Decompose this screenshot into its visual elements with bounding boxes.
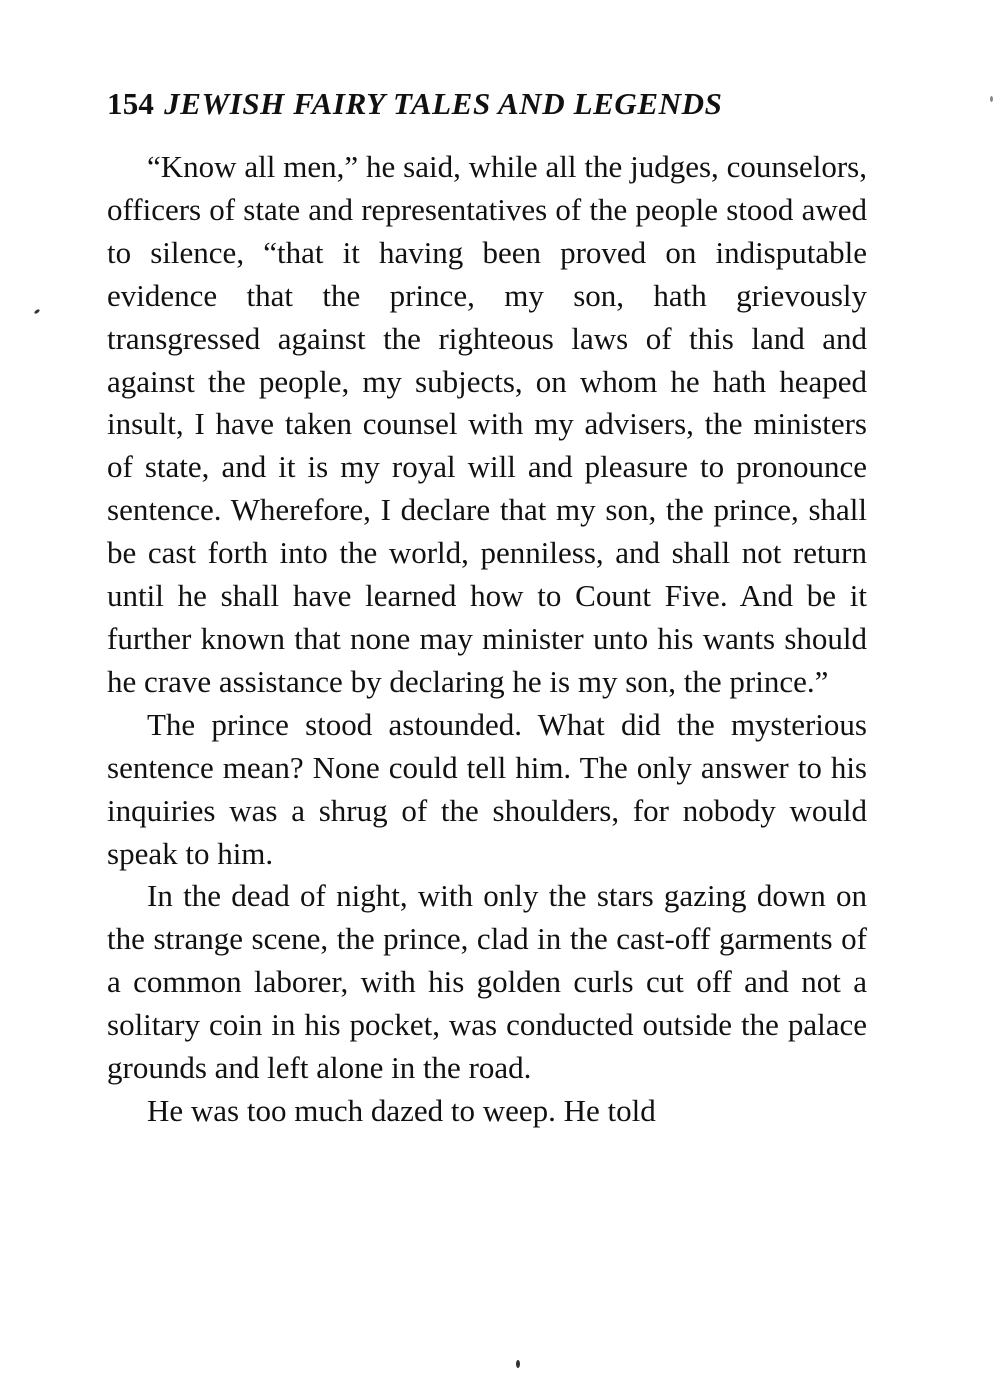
paragraph-prince-astounded: The prince stood astounded. What did the mysterious sentence mean? None could tell him. The only answer to his inquiries was a shrug of the shoulders, for nobody would speak to him. <box>107 706 867 871</box>
paragraph-sentence: “Know all men,” he said, while all the judges, counselors, officers of state and representatives of the people stood awed to silence, “that it having been proved on indisputable evidence that the prince, my son, hath grievously transgressed against the righteous laws of this land and against the people, my subjects, on whom he hath heaped insult, I have taken counsel with my advisers, the ministers of state, and it is my royal will and pleasure to pronounce sentence. Wherefore, I declare that my son, the prince, shall be cast forth into the world, penniless, and shall not return until he shall have learned how to Count Five. And be it further known that none may minister unto his wants should he crave assistance by declaring he is my son, the prince.” <box>107 149 867 699</box>
scan-speck <box>516 1360 520 1368</box>
book-page <box>107 82 867 1133</box>
scan-speck <box>990 96 993 102</box>
running-header <box>107 82 867 126</box>
paragraph-dead-of-night: In the dead of night, with only the stars gazing down on the strange scene, the prince, clad in the cast-off garments of a common laborer, with his golden curls cut off and not a solitary coin in his pocket, was conducted outside the palace grounds and left alone in the road. <box>107 878 867 1086</box>
paragraph-too-dazed: He was too much dazed to weep. He told <box>147 1092 656 1128</box>
page-number: 154 <box>107 86 155 121</box>
scan-speck <box>34 309 41 315</box>
running-title: JEWISH FAIRY TALES AND LEGENDS <box>164 86 723 121</box>
page-body <box>107 146 867 1133</box>
